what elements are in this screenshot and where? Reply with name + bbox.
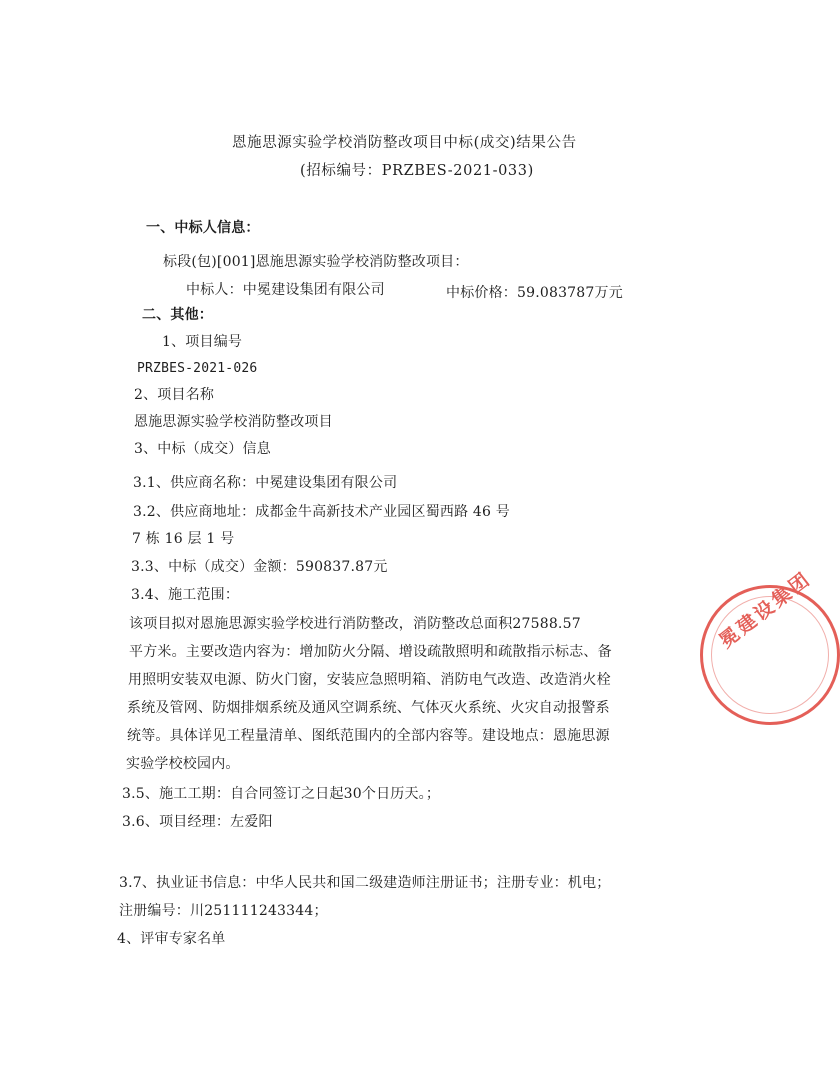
section-heading-other: 二、其他： <box>142 307 213 323</box>
list-item: 3.7、执业证书信息：中华人民共和国二级建造师注册证书；注册专业：机电； <box>119 875 611 891</box>
list-item: 恩施思源实验学校消防整改项目 <box>134 414 333 430</box>
scope-paragraph: 平方米。主要改造内容为：增加防火分隔、增设疏散照明和疏散指示标志、备 <box>129 644 612 660</box>
list-item: 1、项目编号 <box>162 334 243 350</box>
announcement-title: 恩施思源实验学校消防整改项目中标(成交)结果公告 <box>232 135 577 151</box>
list-item: 3.3、中标（成交）金额：590837.87元 <box>131 559 388 575</box>
winner-name: 中标人：中冕建设集团有限公司 <box>186 282 385 298</box>
list-item: 3.6、项目经理：左爱阳 <box>122 814 273 830</box>
scope-paragraph: 该项目拟对恩施思源实验学校进行消防整改，消防整改总面积27588.57 <box>129 616 581 632</box>
list-item: 3.2、供应商地址：成都金牛高新技术产业园区蜀西路 46 号 <box>133 504 510 520</box>
section-heading-winner: 一、中标人信息： <box>146 220 260 236</box>
list-item: 3、中标（成交）信息 <box>134 441 271 457</box>
tender-number: (招标编号：PRZBES-2021-033) <box>300 163 534 179</box>
scope-paragraph: 统等。具体详见工程量清单、图纸范围内的全部内容等。建设地点：恩施思源 <box>127 728 610 744</box>
list-item: PRZBES-2021-026 <box>137 361 258 376</box>
list-item: 2、项目名称 <box>134 387 215 403</box>
lot-line: 标段(包)[001]恩施思源实验学校消防整改项目： <box>163 254 469 270</box>
list-item: 7 栋 16 层 1 号 <box>132 531 235 547</box>
list-item: 注册编号：川251111243344； <box>119 903 328 919</box>
scope-paragraph: 系统及管网、防烟排烟系统及通风空调系统、气体灭火系统、火灾自动报警系 <box>127 700 610 716</box>
scope-paragraph: 实验学校校园内。 <box>126 756 240 772</box>
list-item: 3.4、施工范围： <box>131 587 240 603</box>
list-item: 3.1、供应商名称：中冕建设集团有限公司 <box>133 475 398 491</box>
list-item: 4、评审专家名单 <box>117 931 226 947</box>
seal-text: 冕建设集团 <box>715 567 816 653</box>
scope-paragraph: 用照明安装双电源、防火门窗，安装应急照明箱、消防电气改造、改造消火栓 <box>128 672 611 688</box>
company-seal <box>700 567 840 725</box>
winning-price: 中标价格：59.083787万元 <box>446 285 623 301</box>
list-item: 3.5、施工工期：自合同签订之日起30个日历天。； <box>122 786 441 802</box>
